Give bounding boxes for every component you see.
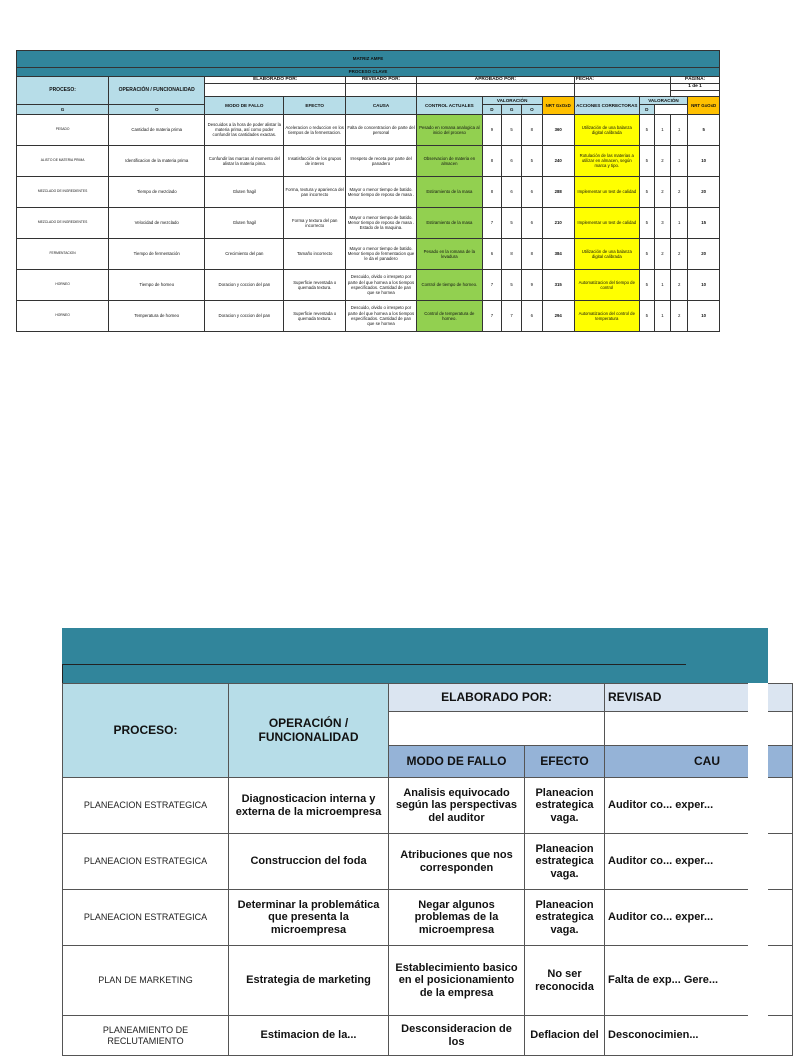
cell-d2: 1 — [671, 207, 688, 238]
cell-accion: Utilización de una balanza digital calibrada — [574, 238, 639, 269]
amfe-row — [17, 176, 720, 207]
cell-d2: 2 — [671, 300, 688, 331]
cell-g: 7 — [482, 207, 501, 238]
aprobado-label: APROBADO POR: — [416, 77, 574, 84]
cell-accion: Automatizacion del control de temperatura — [574, 300, 639, 331]
d2-header: D — [639, 104, 654, 114]
cell-efecto: Forma, textura y aparienca del pan incorrecto — [284, 176, 346, 207]
cell-d: 8 — [522, 114, 542, 145]
modo-header: MODO DE FALLO — [205, 96, 284, 114]
cell-d: 6 — [522, 300, 542, 331]
cell-g: 7 — [482, 269, 501, 300]
cell-g2: 5 — [639, 238, 654, 269]
zoom-rows — [63, 778, 793, 1056]
matrix-subtitle: PROCESO CLAVE — [17, 68, 720, 77]
amfe-matrix-full — [16, 50, 720, 332]
cell-efecto: Tamaño incorrecto — [284, 238, 346, 269]
operacion-header: OPERACIÓN / FUNCIONALIDAD — [109, 77, 205, 105]
o2-header: O — [522, 104, 542, 114]
zoom-elaborado-label: ELABORADO POR: — [389, 684, 605, 712]
zoom-cell-operacion: Determinar la problemática que presenta la microempresa — [229, 890, 389, 946]
cell-o: 6 — [502, 145, 522, 176]
cell-causa: Mayor o menor tiempo de batido. Menor tiempo de reposo de masa . — [346, 176, 417, 207]
cell-npr: 315 — [542, 269, 574, 300]
cell-modo: Doracion y coccion del pan — [205, 269, 284, 300]
cell-modo: Confundir las marcas al momento del alistar la materia pima. — [205, 145, 284, 176]
cell-npr: 294 — [542, 300, 574, 331]
g-header: G — [17, 104, 109, 114]
zoom-right-edge — [748, 683, 768, 1024]
revisado-label: REVISADO POR: — [346, 77, 417, 84]
cell-o: 7 — [502, 300, 522, 331]
zoom-cell-modo: Negar algunos problemas de la microempresa — [389, 890, 525, 946]
cell-causa: Mayor o menor tiempo de batido. Menor tiempo de reposo de masa . Estado de la maquina. — [346, 207, 417, 238]
cell-proceso: HORNEO — [17, 300, 109, 331]
zoom-cell-modo: Analisis equivocado según las perspectivas del auditor — [389, 778, 525, 834]
zoom-cell-modo: Desconsideracion de los — [389, 1016, 525, 1056]
cell-proceso: HORNEO — [17, 269, 109, 300]
o-header: O — [109, 104, 205, 114]
cell-g: 9 — [482, 114, 501, 145]
cell-modo: Gluten fragil — [205, 176, 284, 207]
cell-o: 6 — [502, 176, 522, 207]
zoom-cell-efecto: Planeacion estrategica vaga. — [525, 778, 605, 834]
cell-o: 5 — [502, 207, 522, 238]
cell-d2: 2 — [671, 176, 688, 207]
cell-modo: Crecimiento del pan — [205, 238, 284, 269]
zoom-cell-efecto: Deflacion del — [525, 1016, 605, 1056]
zoom-cell-efecto: Planeacion estrategica vaga. — [525, 834, 605, 890]
zoom-row — [63, 834, 793, 890]
cell-g2: 5 — [639, 176, 654, 207]
cell-npr: 240 — [542, 145, 574, 176]
cell-o2: 1 — [654, 269, 670, 300]
cell-npr2: 20 — [688, 176, 720, 207]
cell-npr2: 15 — [688, 207, 720, 238]
cell-control: Estiramiento de la masa — [416, 176, 482, 207]
zoom-modo-header: MODO DE FALLO — [389, 746, 525, 778]
zoom-cell-proceso: PLANEACION ESTRATEGICA — [63, 834, 229, 890]
fecha-label: FECHA: — [574, 77, 670, 84]
amfe-row — [17, 269, 720, 300]
npr-header: NRT GxOxD — [542, 96, 574, 114]
amfe-row — [17, 207, 720, 238]
valoracion-header: VALORACIÓN — [482, 96, 542, 104]
cell-npr2: 5 — [688, 114, 720, 145]
zoom-cell-proceso: PLANEACION ESTRATEGICA — [63, 890, 229, 946]
cell-operacion: Tiempo de fermentación — [109, 238, 205, 269]
cell-proceso: ALISTO DE MATERIA PRIMA — [17, 145, 109, 176]
amfe-table — [16, 50, 720, 332]
cell-accion: Utilización de una balanza digital calibrada — [574, 114, 639, 145]
amfe-row — [17, 114, 720, 145]
zoom-subtitle-bar — [62, 664, 687, 684]
zoom-subtitle-bar-right — [686, 664, 768, 683]
cell-operacion: Velocidad de mezclado — [109, 207, 205, 238]
cell-efecto: Superficie reventada o quemada textura. — [284, 300, 346, 331]
cell-g: 8 — [482, 176, 501, 207]
cell-npr: 384 — [542, 238, 574, 269]
cell-efecto: Forma y textura del pan incorrecto — [284, 207, 346, 238]
cell-o: 8 — [502, 238, 522, 269]
zoom-cell-operacion: Estimacion de la... — [229, 1016, 389, 1056]
cell-operacion: Identificacion de la materia prima — [109, 145, 205, 176]
pagina-value: 1 de 1 — [671, 83, 720, 90]
acciones-header: ACCIONES CORRECTORAS — [574, 96, 639, 114]
cell-accion: Implementar un test de calidad — [574, 176, 639, 207]
zoom-cell-modo: Atribuciones que nos corresponden — [389, 834, 525, 890]
cell-d: 6 — [522, 207, 542, 238]
g2-header: G — [502, 104, 522, 114]
zoom-cell-operacion: Diagnosticacion interna y externa de la microempresa — [229, 778, 389, 834]
elaborado-value[interactable] — [205, 83, 346, 96]
cell-accion: Automatizacion del tiempo de control — [574, 269, 639, 300]
proceso-header: PROCESO: — [17, 77, 109, 105]
control-header: CONTROL ACTUALES — [416, 96, 482, 114]
cell-proceso: MEZCLADO DE INGREDIENTES — [17, 176, 109, 207]
zoom-cell-causa: Auditor co... exper... — [605, 834, 793, 890]
cell-d: 8 — [522, 238, 542, 269]
cell-o2: 1 — [654, 114, 670, 145]
cell-o2: 1 — [654, 300, 670, 331]
elaborado-label: ELABORADO POR: — [205, 77, 346, 84]
cell-modo: Doracion y coccion del pan — [205, 300, 284, 331]
cell-g: 7 — [482, 300, 501, 331]
cell-causa: Irrespeto de receta por parte del panadero — [346, 145, 417, 176]
cell-causa: Descuido, olvido o irrespeto por parte del que hornea a los tiempos especificados. Cantidad de pan que se hornea — [346, 269, 417, 300]
cell-accion: Rotulación de las materias a utilizar en almacen, según marca y tipo. — [574, 145, 639, 176]
cell-control: Observacion de materia en almacen — [416, 145, 482, 176]
cell-control: Control de tiempo de horneo. — [416, 269, 482, 300]
efecto-header: EFECTO — [284, 96, 346, 114]
cell-modo: Descuidos a la hora de poder alistar la materia prima, así como poder confundir las cantidades exactas. — [205, 114, 284, 145]
cell-efecto: Insatisfacción de los grupos de interes — [284, 145, 346, 176]
pagina-label: PÁGINA: — [671, 77, 720, 84]
cell-d: 5 — [522, 145, 542, 176]
cell-control: Estiramiento de la masa — [416, 207, 482, 238]
cell-proceso: PESADO — [17, 114, 109, 145]
amfe-row — [17, 300, 720, 331]
causa-header: CAUSA — [346, 96, 417, 114]
cell-d2: 2 — [671, 269, 688, 300]
zoom-proceso-header: PROCESO: — [63, 684, 229, 778]
cell-npr: 288 — [542, 176, 574, 207]
zoom-cell-efecto: No ser reconocida — [525, 946, 605, 1016]
aprobado-value[interactable] — [416, 83, 574, 96]
cell-npr: 210 — [542, 207, 574, 238]
zoom-cell-efecto: Planeacion estrategica vaga. — [525, 890, 605, 946]
cell-npr2: 10 — [688, 145, 720, 176]
d-header: D — [482, 104, 501, 114]
zoom-revisado-label: REVISAD — [605, 684, 793, 712]
zoom-operacion-header: OPERACIÓN / FUNCIONALIDAD — [229, 684, 389, 778]
npr2-header: NRT GxOxD — [688, 96, 720, 114]
zoom-cell-proceso: PLANEAMIENTO DE RECLUTAMIENTO — [63, 1016, 229, 1056]
zoom-cell-modo: Establecimiento basico en el posicionamiento de la empresa — [389, 946, 525, 1016]
cell-npr2: 10 — [688, 269, 720, 300]
zoom-cell-operacion: Estrategia de marketing — [229, 946, 389, 1016]
valoracion2-header: VALORACIÓN — [639, 96, 688, 104]
cell-efecto: Superficie reventada o quemada textura. — [284, 269, 346, 300]
cell-g: 6 — [482, 238, 501, 269]
zoom-cell-operacion: Construccion del foda — [229, 834, 389, 890]
cell-g2: 5 — [639, 269, 654, 300]
zoom-causa-header: CAU — [605, 746, 793, 778]
amfe-row — [17, 145, 720, 176]
cell-modo: Gluten fragil — [205, 207, 284, 238]
cell-o2: 3 — [654, 207, 670, 238]
cell-causa: Mayor o menor tiempo de batido. Menor tiempo de fermentacion que le da el panadero — [346, 238, 417, 269]
zoom-row — [63, 890, 793, 946]
zoom-cell-causa: Falta de exp... Gere... — [605, 946, 793, 1016]
cell-operacion: Cantidad de materia prima — [109, 114, 205, 145]
fecha-value[interactable] — [574, 83, 670, 96]
amfe-row — [17, 238, 720, 269]
matrix-title: MATRIZ AMFE — [17, 51, 720, 68]
cell-control: Control de temperatura de horneo. — [416, 300, 482, 331]
cell-npr2: 10 — [688, 300, 720, 331]
cell-o2: 2 — [654, 145, 670, 176]
zoom-banner — [62, 628, 768, 664]
cell-o: 5 — [502, 114, 522, 145]
zoom-efecto-header: EFECTO — [525, 746, 605, 778]
cell-g2: 5 — [639, 300, 654, 331]
revisado-value[interactable] — [346, 83, 417, 96]
cell-proceso: FERMENTACION — [17, 238, 109, 269]
cell-proceso: MEZCLADO DE INGREDIENTES — [17, 207, 109, 238]
cell-npr: 360 — [542, 114, 574, 145]
zoom-elaborado-value[interactable] — [389, 712, 605, 746]
cell-causa: Descuido, olvido o irrespeto por parte del que hornea a los tiempos especificados. Cantidad de pan que se hornea — [346, 300, 417, 331]
amfe-zoomed-view — [62, 628, 768, 1048]
cell-operacion: Tiempo de horneo — [109, 269, 205, 300]
zoom-row — [63, 946, 793, 1016]
amfe-rows — [17, 114, 720, 331]
zoom-row — [63, 1016, 793, 1056]
cell-o: 5 — [502, 269, 522, 300]
cell-causa: Falta de concentracion de parte del personal — [346, 114, 417, 145]
cell-npr2: 20 — [688, 238, 720, 269]
cell-d2: 2 — [671, 238, 688, 269]
cell-control: Pesado en la romana de la levadura — [416, 238, 482, 269]
cell-d2: 1 — [671, 114, 688, 145]
zoom-row — [63, 778, 793, 834]
cell-g2: 5 — [639, 114, 654, 145]
zoom-cell-causa: Desconocimien... — [605, 1016, 793, 1056]
zoom-table — [62, 683, 793, 1056]
cell-operacion: Tiempo de mezclado — [109, 176, 205, 207]
cell-accion: Implementar un test de calidad — [574, 207, 639, 238]
cell-o2: 2 — [654, 238, 670, 269]
zoom-cell-proceso: PLAN DE MARKETING — [63, 946, 229, 1016]
cell-efecto: Aceleracion o reduccion en los tiempos de la fermentacion. — [284, 114, 346, 145]
cell-g2: 5 — [639, 207, 654, 238]
cell-operacion: Temperatura de horneo — [109, 300, 205, 331]
zoom-cell-proceso: PLANEACION ESTRATEGICA — [63, 778, 229, 834]
cell-g: 8 — [482, 145, 501, 176]
zoom-cell-causa: Auditor co... exper... — [605, 778, 793, 834]
cell-o2: 2 — [654, 176, 670, 207]
cell-d: 9 — [522, 269, 542, 300]
cell-g2: 5 — [639, 145, 654, 176]
cell-d: 6 — [522, 176, 542, 207]
cell-control: Pesado en romana analogica al inicio del proceso — [416, 114, 482, 145]
zoom-cell-causa: Auditor co... exper... — [605, 890, 793, 946]
cell-d2: 1 — [671, 145, 688, 176]
